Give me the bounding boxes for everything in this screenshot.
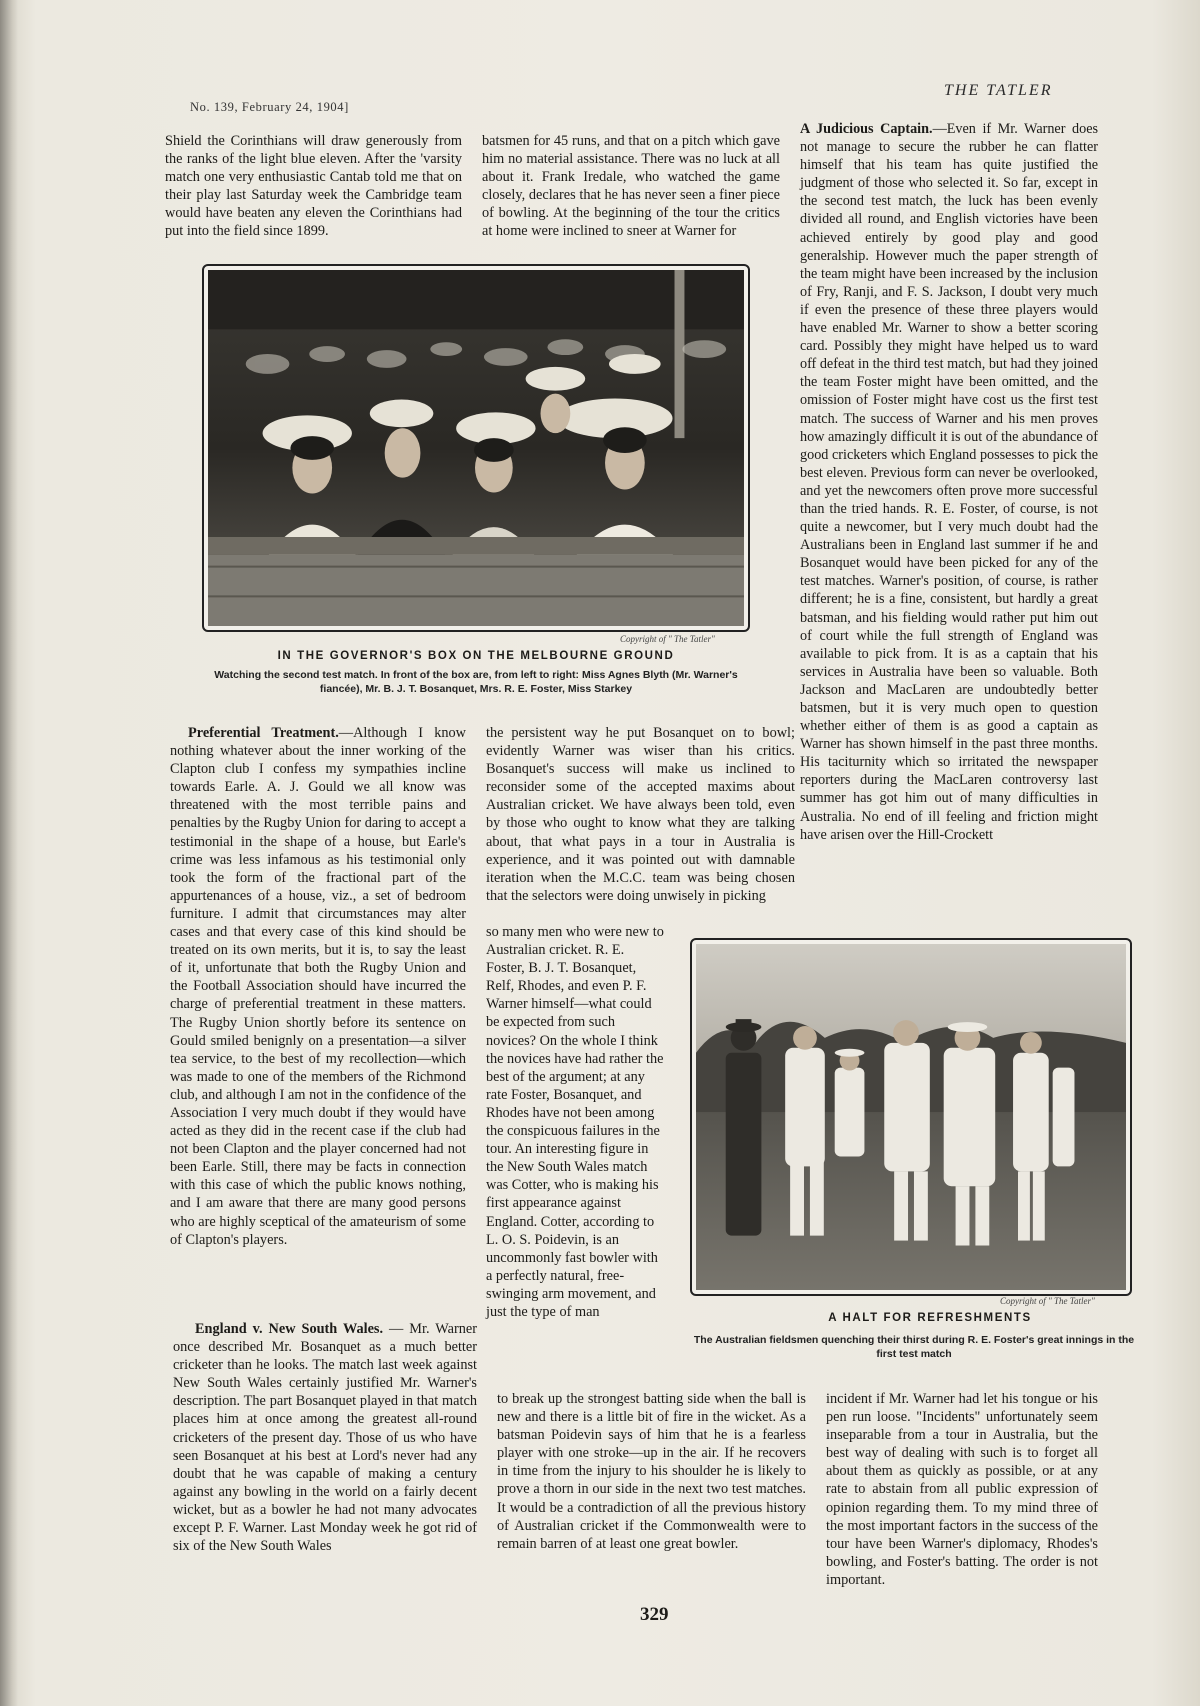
masthead: THE TATLER	[944, 82, 1053, 99]
refreshments-image	[696, 944, 1126, 1290]
governors-box-photo	[202, 264, 750, 632]
photo2-title: A HALT FOR REFRESHMENTS	[828, 1312, 1032, 1324]
photo2-caption: The Australian fieldsmen quenching their thirst during R. E. Foster's great innings in the first test match	[693, 1334, 1135, 1360]
issue-header: No. 139, February 24, 1904]	[190, 100, 349, 114]
photo2-credit: Copyright of " The Tatler"	[1000, 1296, 1095, 1306]
col1-article-preferential	[170, 724, 466, 1249]
col3-heading: A Judicious Captain.	[800, 121, 933, 137]
photo1-title: IN THE GOVERNOR'S BOX ON THE MELBOURNE GROUND	[277, 650, 675, 662]
photo1-caption: Watching the second test match. In front of the box are, from left to right: Miss Agnes Blyth (Mr. Warner's fiancée), Mr. B. J. T. Bosanquet, Mrs. R. E. Foster, Miss Starkey	[214, 669, 738, 695]
col2-bottom-text: to break up the strongest batting side when the ball is new and there is a little bit of fire in the wicket. As a batsman Poidevin says of him that he is a fearless player with one stroke—up in the air. If he recovers in time from the injury to his shoulder he is likely to prove a thorn in our side in the next two test matches. It would be a contradiction of all the previous history of Australian cricket if the Commonwealth were to remain barren of at least one great bowler.	[497, 1391, 806, 1552]
col1-heading-preferential: Preferential Treatment.	[188, 725, 339, 741]
photo1-credit: Copyright of " The Tatler"	[620, 634, 715, 644]
col1-text-preferential: —Although I know nothing whatever about the inner working of the Clapton club I confess my sympathies incline towards Earle. A. J. Gould we all know was threatened with the most terrible pains and penalties by the Rugby Union for daring to accept a testimonial in the shape of a house, but Earle's crime was less infamous as his testimonial only took the form of the fractional part of the appurtenances of a house, viz., a set of bedroom furniture. I admit that circumstances may alter cases and that every case of this kind should be treated on its own merits, but it is, to say the least of it, unfortunate that both the Rugby Union and the Football Association should have incurred the charge of preferential treatment in these matters. The Rugby Union shortly before its sentence on Gould smiled benignly on a presentation—a silver tea service, to the best of my recollection—which was made to one of the members of the Richmond club, and although I am not in the confidence of the Association I very much doubt if they would have acted as they did in the recent case if the club had not been Clapton and the player concerned had not been Earle. Still, there may be facts in connection with this case of which the public knows nothing, and I am aware that there are many good persons who are highly sceptical of the amateurism of some of Clapton's players.	[170, 725, 466, 1248]
col1-article-nsw	[173, 1320, 477, 1555]
crowd-photo-illustration	[208, 270, 744, 626]
refreshments-photo	[690, 938, 1132, 1296]
col1-top-text: Shield the Corinthians will draw generously from the ranks of the light blue eleven. After the 'varsity match one very enthusiastic Cantab told me that on their play last Saturday week the Cambridge team would have beaten any eleven the Corinthians had put into the field since 1899.	[165, 133, 462, 240]
col3-article	[800, 120, 1098, 844]
col2-mid-text: the persistent way he put Bosanquet on to bowl; evidently Warner was wiser than his critics. Bosanquet's success will make us inclined to reconsider some of the accepted maxims about Australian cricket. We have always been told, even by those who ought to know what they are talking about, that what pays in a tour in Australia is experience, and it was pointed out with damnable iteration when the M.C.C. team was being chosen that the selectors were doing unwisely in picking	[486, 725, 795, 904]
page-binding-shadow	[0, 0, 18, 1706]
col3-text: —Even if Mr. Warner does not manage to secure the rubber he can flatter himself that his team has quite justified the judgment of those who selected it. So far, except in the second test match, the luck has been evenly divided all round, and English victories have been achieved entirely by good play and good generalship. However much the paper strength of the team might have been increased by the inclusion of Fry, Ranji, and F. S. Jackson, I doubt very much if even the presence of these three players would have enabled Mr. Warner to show a better scoring card. Possibly they might have helped us to ward off defeat in the third test match, but had they joined the team Foster might have been omitted, and the omission of Foster might have cost us the first test match. The success of Warner and his men proves how amazingly difficult it is out of the abundance of good cricketers which England possesses to pick the best eleven. Previous form can never be overlooked, and yet the newcomers often prove more successful than the tried hands. R. E. Foster, of course, is not quite a newcomer, but I very much doubt had the Australians been in England last summer if he and Bosanquet would have been picked for any of the test matches. Warner's position, of course, is rather different; he is a fine, consistent, but hardly a great batsman, and his fielding would rather put him out of court while the full strength of England was available to pick from. It is as a captain that his services in Australia have been so valuable. Both Jackson and MacLaren are undoubtedly better batsmen, but it is very much open to question whether either of them is as good a captain as Warner has shown himself in the past three months. His taciturnity which so irritated the newspaper reporters during the MacLaren controversy last summer has got him out of many difficulties in Australia. No end of ill feeling and friction might have arisen over the Hill-Crockett	[800, 121, 1099, 843]
fieldsmen-photo-illustration	[696, 944, 1126, 1290]
col1-text-nsw: — Mr. Warner once described Mr. Bosanquet as a much better cricketer than he looks. The match last week against New South Wales certainly justified Mr. Warner's description. The part Bosanquet played in that match places him at once among the greatest all-round cricketers of the present day. Those of us who have seen Bosanquet at his best at Lord's never had any doubt that he was capable of making a century against any bowling in the world on a fairly decent wicket, but as a bowler he had not many advocates except P. F. Warner. Last Monday week he got rid of six of the New South Wales	[173, 1321, 477, 1555]
col3-bottom-text: incident if Mr. Warner had let his tongue or his pen run loose. "Incidents" unfortunately seem inseparable from a tour in Australia, but the best way of dealing with such is to forget all about them as quickly as possible, or at any rate to abstain from all public expression of opinion regarding them. To my mind three of the most important factors in the success of the tour have been Warner's diplomacy, Rhodes's bowling, and Foster's batting. The order is not important.	[826, 1391, 1098, 1588]
col1-heading-nsw: England v. New South Wales.	[195, 1321, 384, 1337]
col2-narrow-text: so many men who were new to Australian cricket. R. E. Foster, B. J. T. Bosanquet, Relf, Rhodes, and even P. F. Warner himself—what could be expected from such novices? On the whole I think the novices have had rather the best of the argument; at any rate Foster, Bosanquet, and Rhodes have not been among the conspicuous failures in the tour. An interesting figure in the New South Wales match was Cotter, who is making his first appearance against England. Cotter, according to L. O. S. Poidevin, is an uncommonly fast bowler with a perfectly natural, free-swinging arm movement, and just the type of man	[486, 924, 664, 1320]
col2-top-text: batsmen for 45 runs, and that on a pitch which gave him no material assistance. There was no luck at all about it. Frank Iredale, who watched the game closely, declares that he has never seen a finer piece of bowling. At the beginning of the tour the critics at home were inclined to sneer at Warner for	[482, 133, 780, 240]
governors-box-image	[208, 270, 744, 626]
page-number: 329	[640, 1604, 669, 1625]
